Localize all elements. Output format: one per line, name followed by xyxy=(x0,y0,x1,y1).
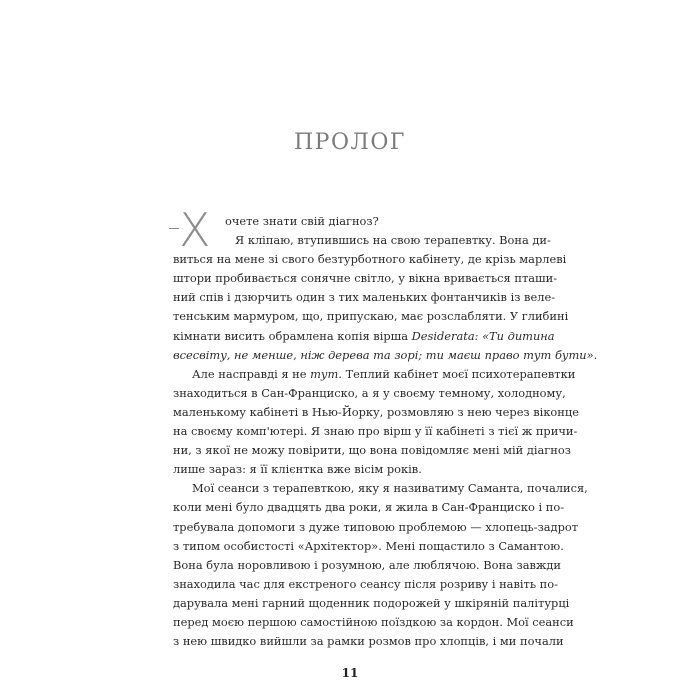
text-line: маленькому кабінеті в Нью-Йорку, розмовляю з нею через віконце xyxy=(173,404,579,419)
text-fragment: . Теплий кабінет моєї психотерапевтки xyxy=(338,366,576,381)
text-line: ни, з якої не можу повірити, що вона повідомляє мені мій діагноз xyxy=(173,443,571,458)
text-line xyxy=(173,365,576,384)
body-text xyxy=(173,203,598,651)
text-line xyxy=(173,346,598,365)
text-line xyxy=(173,327,555,346)
text-line: требувала допомоги з дуже типовою проблемою — хлопець-задрот xyxy=(173,519,579,534)
opening-paragraph xyxy=(173,203,551,257)
text-line: коли мені було двадцять два роки, я жила в Сан-Франциско і по- xyxy=(173,500,565,515)
poem-title: Desiderata: «Ти дитина xyxy=(411,328,555,343)
text-fragment: кімнати висить обрамлена копія вірша xyxy=(173,328,412,343)
dialogue-dash xyxy=(169,228,179,229)
drop-cap: Х xyxy=(179,203,211,257)
text-line: знаходиться в Сан-Франциско, а я у своєму темному, холодному, xyxy=(173,385,566,400)
poem-quote: всесвіту, не менше, ніж дерева та зорі; ти маєш право тут бути». xyxy=(173,347,598,362)
text-line: з типом особистості «Архітектор». Мені пощастило з Самантою. xyxy=(173,538,564,553)
text-line: очете знати свій діагноз? xyxy=(225,214,379,228)
text-line: знаходила час для екстреного сеансу після розриву і навіть по- xyxy=(173,576,558,591)
text-line: на своєму комп'ютері. Я знаю про вірш у її кабінеті з тієї ж причи- xyxy=(173,424,578,439)
text-line: лише зараз: я її клієнтка вже вісім років. xyxy=(173,462,422,477)
text-line: перед моєю першою самостійною поїздкою за кордон. Мої сеанси xyxy=(173,614,574,629)
text-line: ний спів і дзюрчить один з тих маленьких фонтанчиків із веле- xyxy=(173,290,556,305)
text-line: Мої сеанси з терапевткою, яку я називатиму Саманта, почалися, xyxy=(192,481,588,496)
text-line: з нею швидко вийшли за рамки розмов про хлопців, і ми почали xyxy=(173,634,564,649)
page-number: 11 xyxy=(341,666,359,680)
emphasis: тут xyxy=(310,366,339,381)
text-line: Вона була норовливою і розумною, але люблячою. Вона завжди xyxy=(173,557,561,572)
text-line: виться на мене зі свого безтурботного кабінету, де крізь марлеві xyxy=(173,252,567,267)
text-line: тенським мармуром, що, припускаю, має розслабляти. У глибині xyxy=(173,309,569,324)
text-line: Я кліпаю, втупившись на свою терапевтку. Вона ди- xyxy=(235,233,551,248)
text-line: штори пробивається сонячне світло, у вікна вривається пташи- xyxy=(173,271,558,286)
chapter-title: ПРОЛОГ xyxy=(294,130,406,155)
text-fragment: Але насправді я не xyxy=(192,366,311,381)
text-line: дарувала мені гарний щоденник подорожей у шкіряній палітурці xyxy=(173,595,570,610)
